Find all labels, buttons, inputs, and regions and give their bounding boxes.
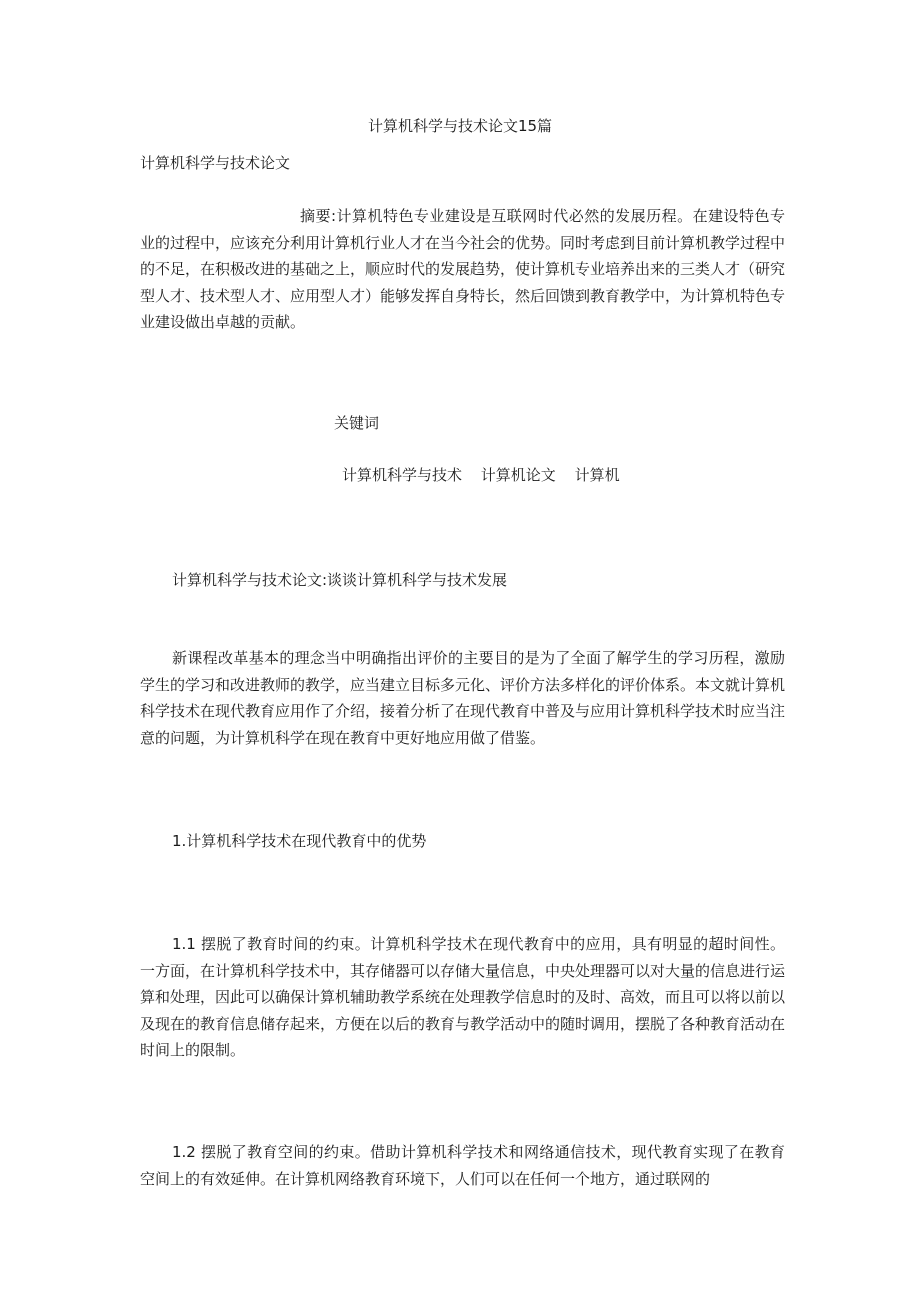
section-paragraph: 1.2 摆脱了教育空间的约束。借助计算机科学技术和网络通信技术，现代教育实现了在教育空间上的有效延伸。在计算机网络教育环境下，人们可以在任何一个地方，通过联网的 — [140, 1143, 785, 1188]
keyword-item: 计算机论文 — [480, 466, 556, 484]
keywords-label: 关键词 — [334, 414, 380, 432]
abstract-text: 计算机特色专业建设是互联网时代必然的发展历程。在建设特色专业的过程中，应该充分利用计算机行业人才在当今社会的优势。同时考虑到目前计算机教学过程中的不足，在积极改进的基础之上，顺应时代的发展趋势，使计算机专业培养出来的三类人才（研究型人才、技术型人才、应用型人才）能够发挥自身特长，然后回馈到教育教学中，为计算机特色专业建设做出卓越的贡献。 — [140, 207, 786, 331]
keywords-list — [342, 465, 634, 485]
intro-paragraph: 新课程改革基本的理念当中明确指出评价的主要目的是为了全面了解学生的学习历程，激励学生的学习和改进教师的教学，应当建立目标多元化、评价方法多样化的评价体系。本文就计算机科学技术在现代教育应用作了介绍，接着分析了在现代教育中普及与应用计算机科学技术时应当注意的问题，为计算机科学在现在教育中更好地应用做了借鉴。 — [140, 649, 786, 747]
section-heading: 1.计算机科学技术在现代教育中的优势 — [172, 832, 427, 850]
abstract-paragraph — [140, 203, 785, 336]
document-title: 计算机科学与技术论文15篇 — [367, 117, 553, 135]
keyword-item: 计算机科学与技术 — [342, 466, 463, 484]
abstract-label: 摘要: — [300, 207, 337, 225]
section-paragraph: 1.1 摆脱了教育时间的约束。计算机科学技术在现代教育中的应用，具有明显的超时间性。一方面，在计算机科学技术中，其存储器可以存储大量信息，中央处理器可以对大量的信息进行运算和处理，因此可以确保计算机辅助教学系统在处理教学信息时的及时、高效，而且可以将以前以及现在的教育信息储存起来，方便在以后的教育与教学活动中的随时调用，摆脱了各种教育活动在时间上的限制。 — [140, 935, 786, 1059]
document-subtitle: 计算机科学与技术论文 — [140, 154, 291, 172]
keyword-item: 计算机 — [574, 466, 620, 484]
article-title: 计算机科学与技术论文:谈谈计算机科学与技术发展 — [172, 571, 508, 589]
